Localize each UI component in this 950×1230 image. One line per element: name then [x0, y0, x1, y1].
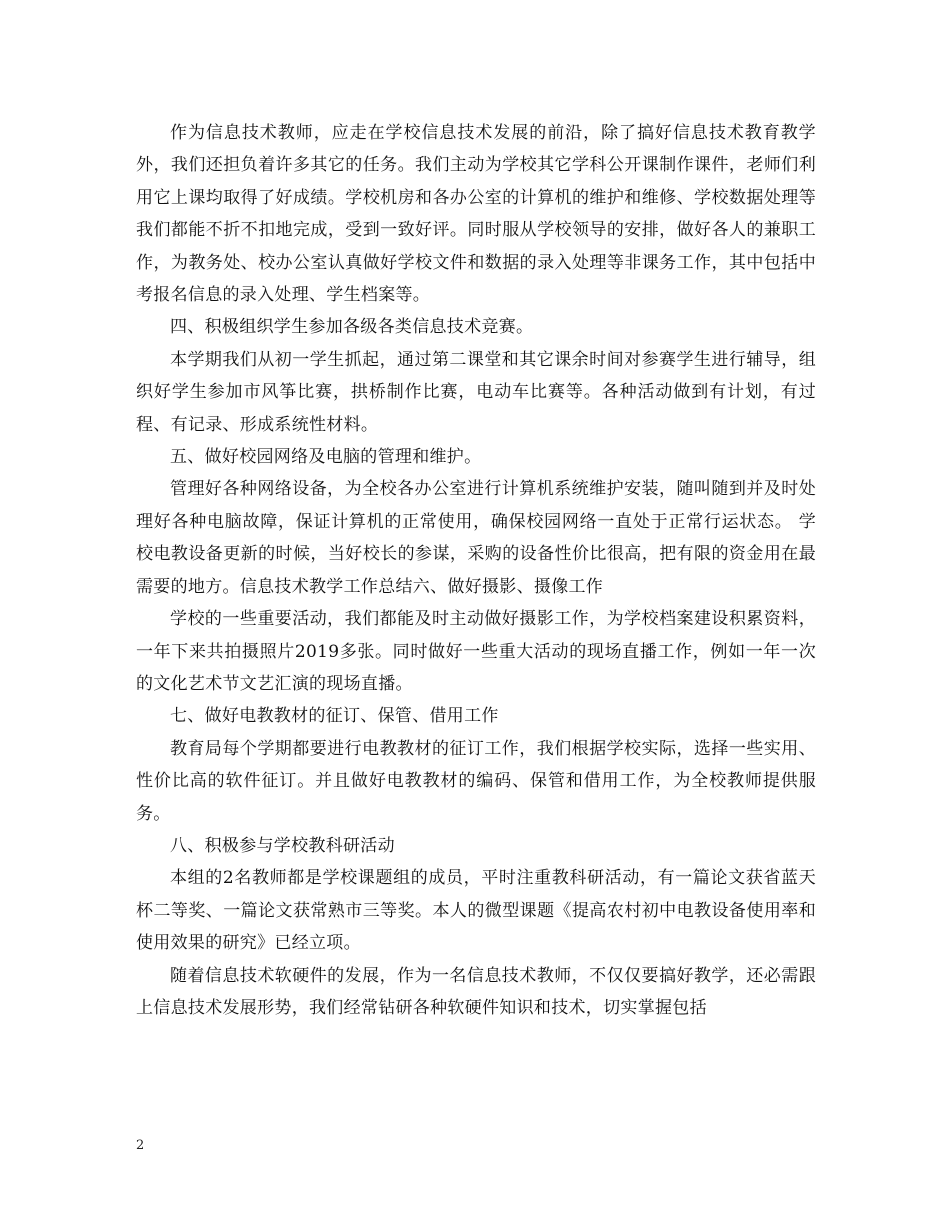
document-body [136, 117, 816, 1024]
page-number: 2 [136, 1138, 145, 1153]
section-heading-4: 四、积极组织学生参加各级各类信息技术竞赛。 [170, 317, 534, 338]
section-heading-5: 五、做好校园网络及电脑的管理和维护。 [170, 447, 482, 468]
paragraph-intro: 作为信息技术教师，应走在学校信息技术发展的前沿，除了搞好信息技术教育教学外，我们还担负着许多其它的任务。我们主动为学校其它学科公开课制作课件，老师们利用它上课均取得了好成绩。学校机房和各办公室的计算机的维护和维修、学校数据处理等我们都能不折不扣地完成，受到一致好评。同时服从学校领导的安排，做好各人的兼职工作，为教务处、校办公室认真做好学校文件和数据的录入处理等非课务工作，其中包括中考报名信息的录入处理、学生档案等。 [136, 123, 816, 306]
paragraph-network: 管理好各种网络设备，为全校各办公室进行计算机系统维护安装，随叫随到并及时处理好各种电脑故障，保证计算机的正常使用，确保校园网络一直处于正常行运状态。 学校电教设备更新的时候，当好校长的参谋，采购的设备性价比很高，把有限的资金用在最需要的地方。信息技术教学工作总结六、做好摄影、摄像工作 [136, 479, 816, 597]
paragraph-competition: 本学期我们从初一学生抓起，通过第二课堂和其它课余时间对参赛学生进行辅导，组织好学生参加市风筝比赛，拱桥制作比赛，电动车比赛等。各种活动做到有计划，有过程、有记录、形成系统性材料。 [136, 349, 816, 435]
paragraph-photography: 学校的一些重要活动，我们都能及时主动做好摄影工作，为学校档案建设积累资料，一年下来共拍摄照片2019多张。同时做好一些重大活动的现场直播工作，例如一年一次的文化艺术节文艺汇演的现场直播。 [136, 609, 816, 694]
section-heading-8: 八、积极参与学校教科研活动 [170, 835, 395, 856]
paragraph-research: 本组的2名教师都是学校课题组的成员，平时注重教科研活动，有一篇论文获省蓝天杯二等奖、一篇论文获常熟市三等奖。本人的微型课题《提高农村初中电教设备使用率和使用效果的研究》已经立项。 [136, 868, 816, 954]
paragraph-development: 随着信息技术软硬件的发展，作为一名信息技术教师，不仅仅要搞好教学，还必需跟上信息技术发展形势，我们经常钻研各种软硬件知识和技术，切实掌握包括 [136, 965, 816, 1018]
section-heading-7: 七、做好电教教材的征订、保管、借用工作 [170, 706, 499, 727]
paragraph-materials: 教育局每个学期都要进行电教教材的征订工作，我们根据学校实际，选择一些实用、性价比高的软件征订。并且做好电教教材的编码、保管和借用工作，为全校教师提供服务。 [136, 738, 816, 824]
